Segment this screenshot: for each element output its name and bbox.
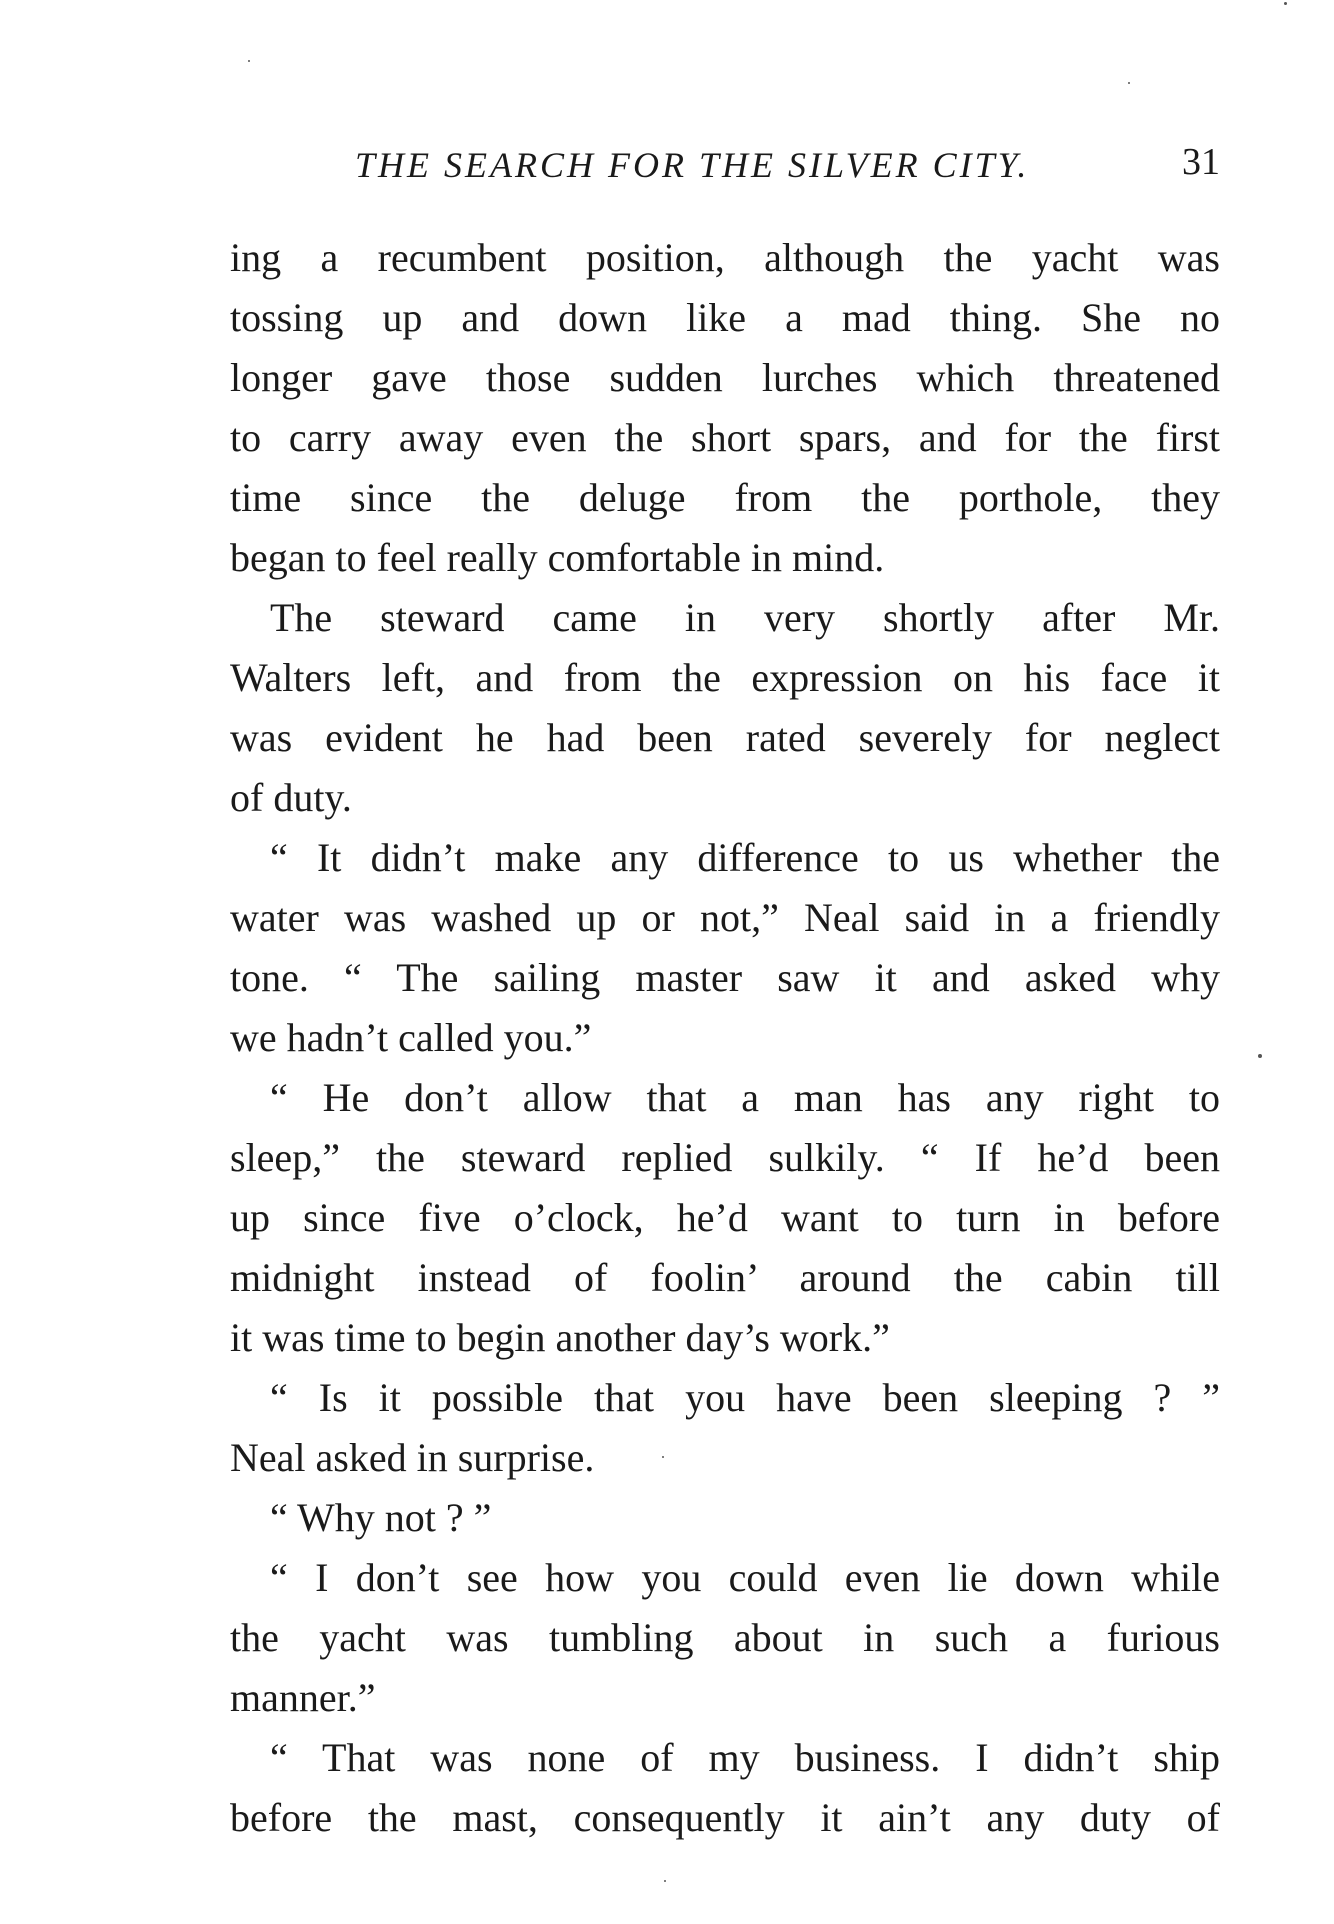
running-title: THE SEARCH FOR THE SILVER CITY. — [355, 145, 1030, 185]
text-line: “ That was none of my business. I didn’t ship — [270, 1735, 1220, 1780]
text-line: “ Is it possible that you have been sleeping ? ” — [270, 1375, 1220, 1420]
paper-speck — [248, 60, 250, 62]
text-line: to carry away even the short spars, and for the first — [230, 415, 1220, 460]
text-line: time since the deluge from the porthole, they — [230, 475, 1220, 520]
text-line: midnight instead of foolin’ around the cabin till — [230, 1255, 1220, 1300]
text-line: we hadn’t called you.” — [230, 1015, 592, 1060]
text-line: the yacht was tumbling about in such a furious — [230, 1615, 1220, 1660]
text-line: “ He don’t allow that a man has any right to — [270, 1075, 1220, 1120]
text-line: “ Why not ? ” — [270, 1495, 492, 1540]
text-line: it was time to begin another day’s work.” — [230, 1315, 890, 1360]
running-head — [230, 136, 1220, 196]
body-text — [230, 228, 1220, 1888]
text-line: sleep,” the steward replied sulkily. “ If he’d been — [230, 1135, 1220, 1180]
text-line: longer gave those sudden lurches which threatened — [230, 355, 1220, 400]
text-line: The steward came in very shortly after Mr. — [270, 595, 1220, 640]
text-line: before the mast, consequently it ain’t any duty of — [230, 1795, 1220, 1840]
text-line: “ I don’t see how you could even lie down while — [270, 1555, 1220, 1600]
text-line: Walters left, and from the expression on his face it — [230, 655, 1220, 700]
text-line: ing a recumbent position, although the yacht was — [230, 235, 1220, 280]
text-line: up since five o’clock, he’d want to turn in before — [230, 1195, 1220, 1240]
text-line: manner.” — [230, 1675, 376, 1720]
text-line: tossing up and down like a mad thing. She no — [230, 295, 1220, 340]
text-line: “ It didn’t make any difference to us whether the — [270, 835, 1220, 880]
page-number: 31 — [1182, 141, 1220, 183]
text-line: Neal asked in surprise. — [230, 1435, 595, 1480]
text-line: water was washed up or not,” Neal said in a friendly — [230, 895, 1220, 940]
text-line: of duty. — [230, 775, 352, 820]
paper-speck — [664, 1880, 666, 1882]
text-line: began to feel really comfortable in mind. — [230, 535, 885, 580]
text-line: was evident he had been rated severely for neglect — [230, 715, 1220, 760]
paper-speck — [662, 1456, 664, 1458]
paper-speck — [1128, 82, 1130, 84]
text-line: tone. “ The sailing master saw it and asked why — [230, 955, 1220, 1000]
paper-speck — [1284, 2, 1287, 5]
paper-speck — [1258, 1054, 1262, 1058]
